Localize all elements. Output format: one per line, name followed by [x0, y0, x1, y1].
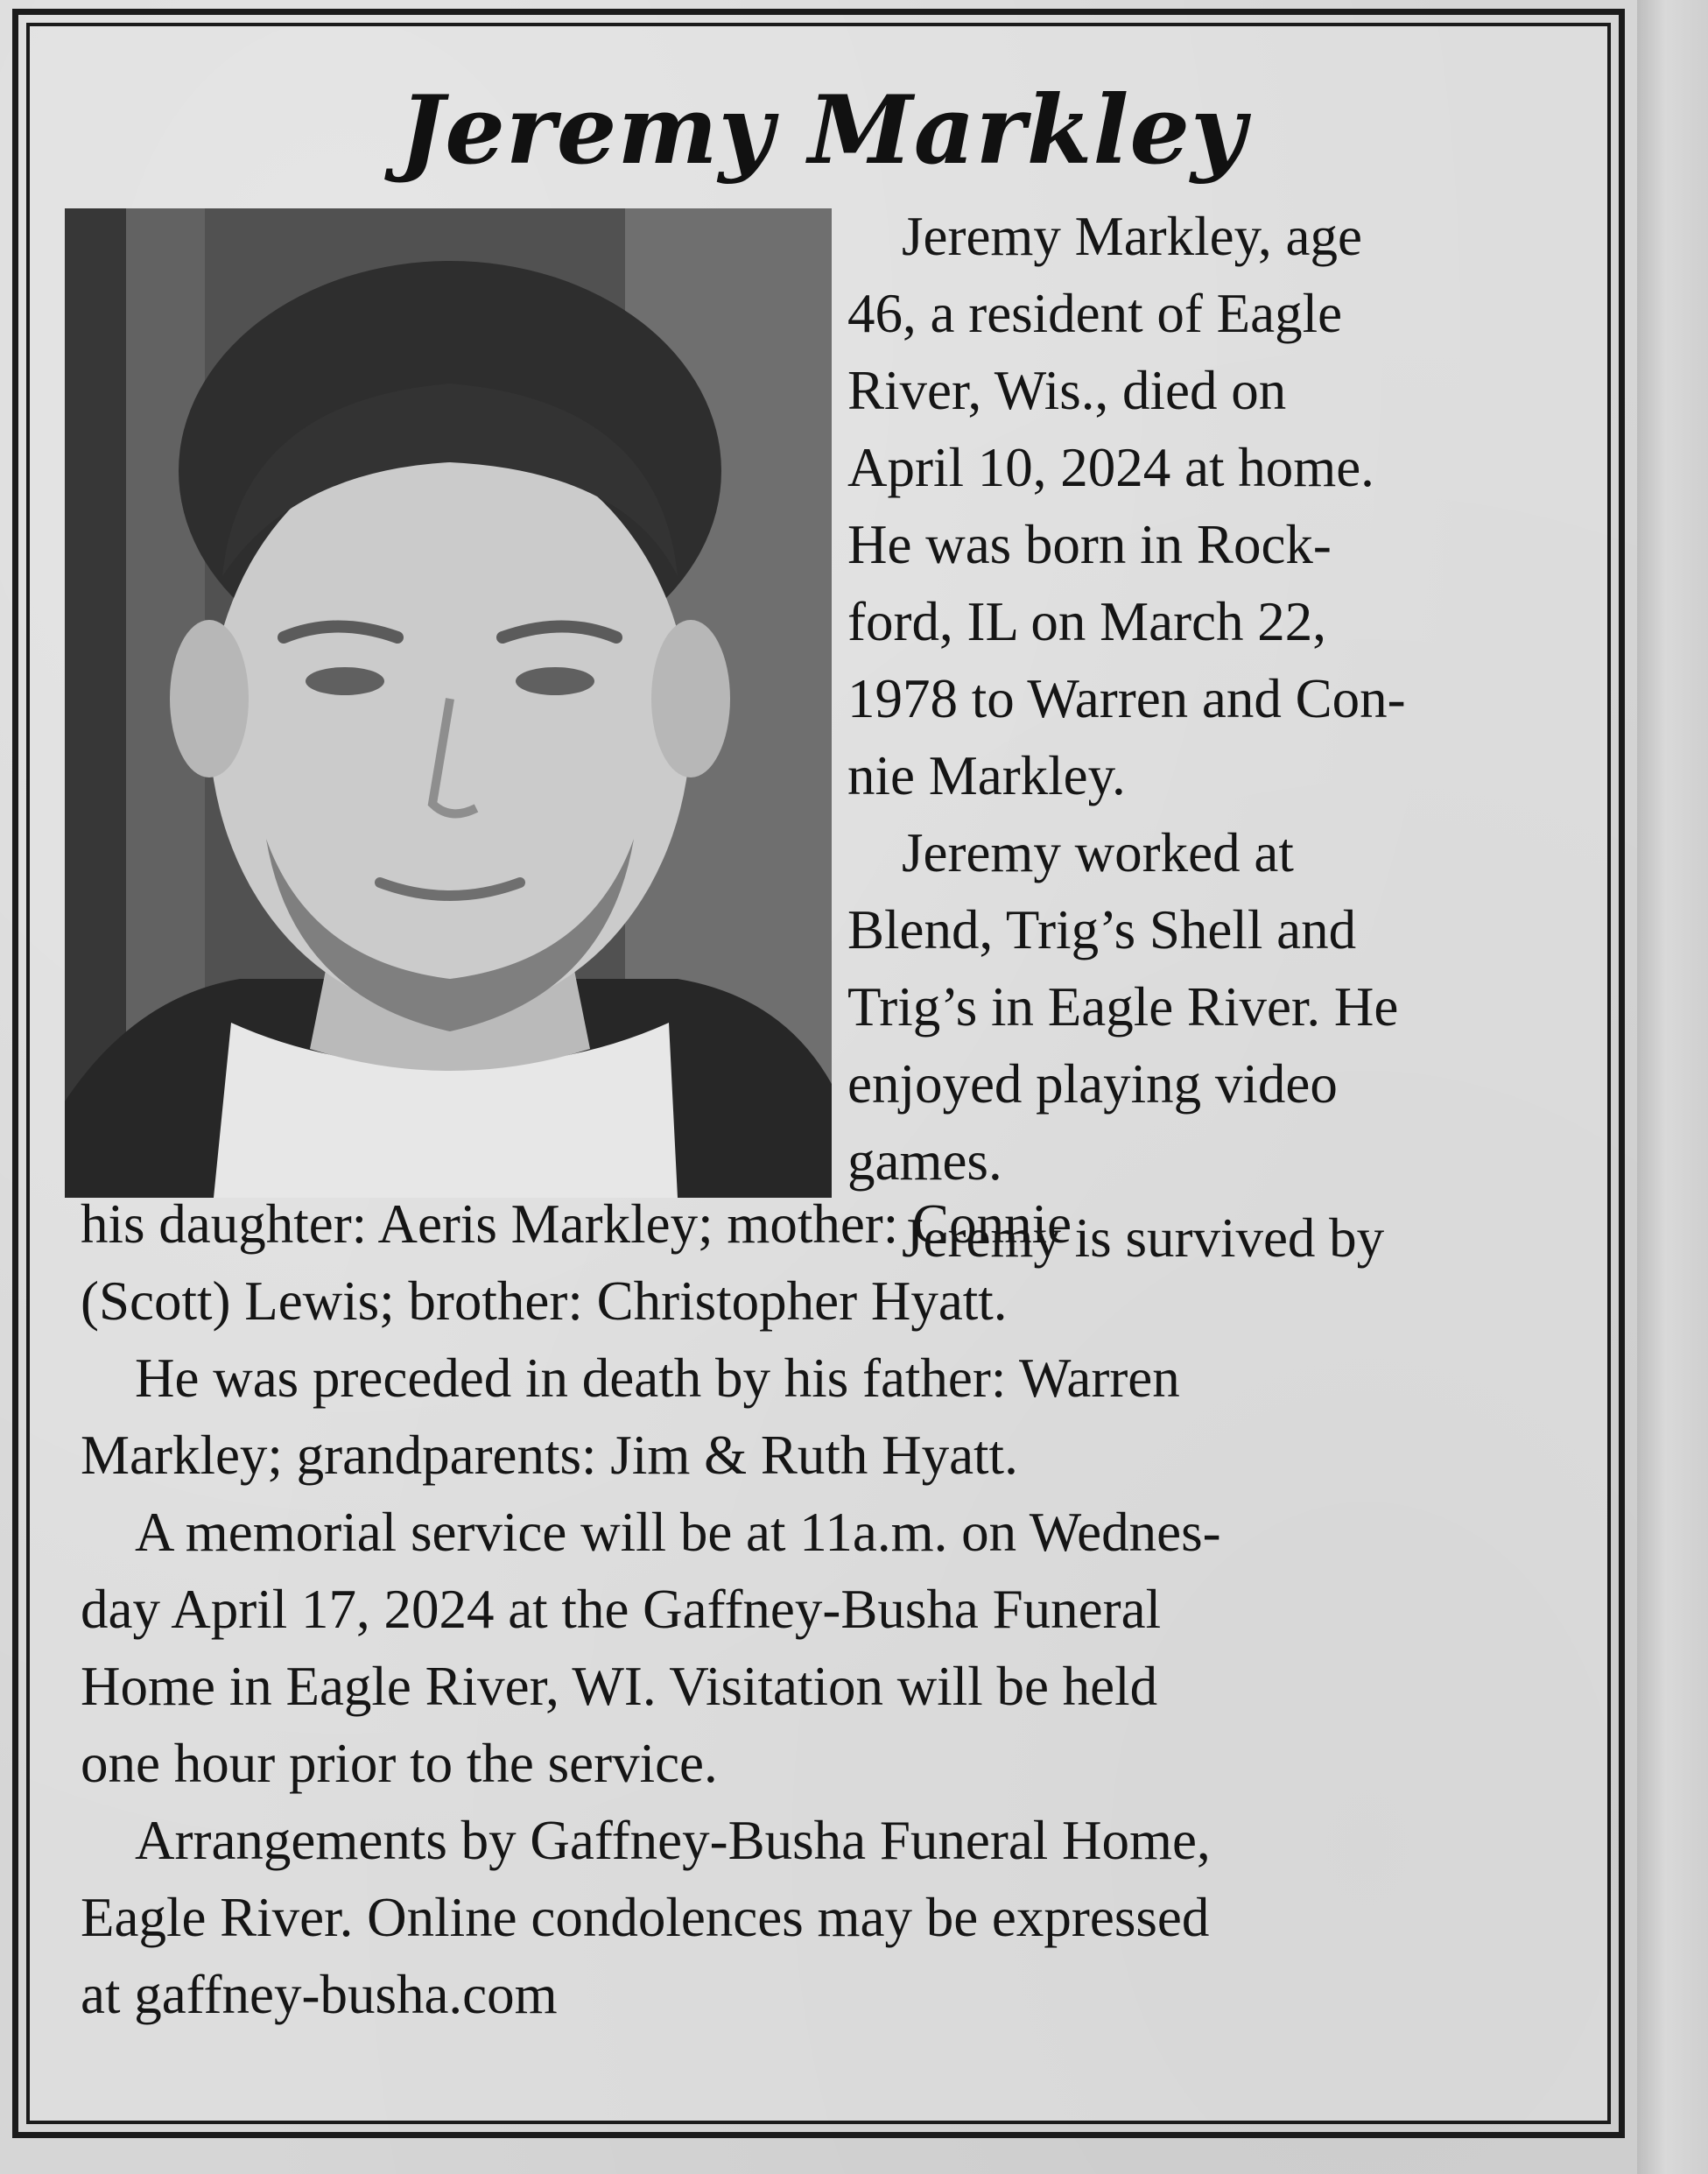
text-line: his daughter: Aeris Markley; mother: Connie [81, 1193, 1072, 1255]
text-line: Markley; grandparents: Jim & Ruth Hyatt. [81, 1425, 1018, 1486]
text-line: 46, a resident of Eagle [847, 283, 1343, 344]
text-line: Jeremy Markley, age [902, 206, 1362, 267]
text-line: one hour prior to the service. [81, 1733, 718, 1794]
adjacent-page-edge [1637, 0, 1708, 2174]
text-line: games. [847, 1130, 1002, 1192]
text-line: A memorial service will be at 11a.m. on Wednes- [135, 1502, 1221, 1563]
obituary-title: Jeremy Markley [399, 75, 1247, 186]
text-line: ford, IL on March 22, [847, 591, 1327, 652]
text-line: Home in Eagle River, WI. Visitation will be held [81, 1656, 1158, 1717]
text-line: April 10, 2024 at home. [847, 437, 1374, 498]
text-line: nie Markley. [847, 745, 1126, 806]
text-line: (Scott) Lewis; brother: Christopher Hyatt. [81, 1270, 1008, 1332]
text-line: Jeremy worked at [902, 822, 1294, 883]
text-line: day April 17, 2024 at the Gaffney-Busha Funeral [81, 1579, 1162, 1640]
text-line: Jeremy is survived by [902, 1207, 1385, 1269]
text-line: Trig’s in Eagle River. He [847, 976, 1399, 1038]
portrait-photo [65, 208, 832, 1198]
portrait-illustration [65, 208, 832, 1198]
text-line: at gaffney-busha.com [81, 1964, 558, 2025]
text-line: Arrangements by Gaffney-Busha Funeral Home, [135, 1810, 1211, 1871]
text-line: He was born in Rock- [847, 514, 1332, 575]
text-line: 1978 to Warren and Con- [847, 668, 1406, 729]
text-line: enjoyed playing video [847, 1053, 1338, 1115]
obituary-body-full-width [81, 1185, 1621, 2033]
text-line: River, Wis., died on [847, 360, 1287, 421]
text-line: Eagle River. Online condolences may be expressed [81, 1887, 1210, 1948]
obituary-intro-column [847, 198, 1618, 1277]
text-line: Blend, Trig’s Shell and [847, 899, 1357, 960]
text-line: He was preceded in death by his father: Warren [135, 1347, 1180, 1409]
